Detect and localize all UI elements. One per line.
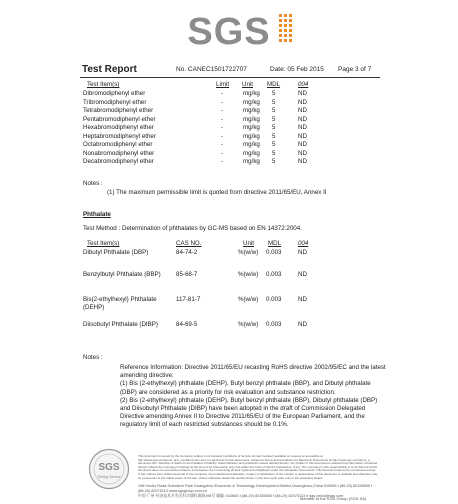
cell-unit: %(w/w) (238, 249, 259, 256)
cell-limit: - (221, 98, 224, 106)
test-method-text: Determination of phthalates by GC-MS based on EN 14372:2004. (122, 225, 302, 232)
cell-unit: mg/kg (243, 98, 260, 106)
cell-limit: - (221, 149, 224, 157)
cell-limit: - (221, 115, 224, 123)
cell-unit: %(w/w) (238, 271, 259, 278)
cell-result: ND (298, 90, 307, 97)
notes-reference (120, 364, 388, 430)
col-unit: Unit (243, 240, 255, 247)
cell-mdl: 5 (272, 158, 276, 165)
cell-item: Nonabromodiphenyl ether (83, 149, 155, 157)
phthalate-heading: Phthalate (83, 211, 111, 218)
cell-mdl: 5 (272, 115, 276, 123)
header-rule (80, 77, 380, 78)
cell-mdl: 5 (272, 132, 276, 140)
sgs-seal-icon (88, 448, 130, 490)
table-row (0, 296, 458, 305)
cell-mdl: 5 (272, 141, 276, 148)
cell-item-continued: (DEHP) (83, 304, 105, 311)
notes-line-2: (1) Bis (2-ethylhexyl) phthalate (DEHP), Butyl benzyl phthalate (BBP), and Dibutyl phthalate (DBP) are considered as a priority for risk evaluation and substance restriction. (120, 380, 371, 396)
cell-item: Heptabromodiphenyl ether (83, 132, 156, 140)
address-en: 198 Kezhu Road,Scientech Park Guangzhou Economic & Technology Development District,Guangzhou,China 510663 t (86-20) 82155555 f (86-20) 82075113 www.sgsgroup.com.cn (138, 484, 373, 493)
cell-unit: mg/kg (243, 90, 260, 97)
cell-limit: - (221, 141, 224, 148)
logo-dots-icon (279, 14, 295, 48)
notes-line-1: Reference Information: Directive 2011/65/EU recasting RoHS directive 2002/95/EC and the latest amending directive: (120, 364, 386, 380)
cell-unit: mg/kg (243, 132, 260, 140)
report-date: Date: 05 Feb 2015 (270, 66, 324, 73)
cell-unit: mg/kg (243, 115, 260, 123)
cell-cas: 85-68-7 (176, 271, 198, 278)
address-cn: 中国·广州·经济技术开发区科学城科珠路198号 邮编: 510663 t (86-20) 82155555 f (86-20) 82075113 e sgs.china@sgs.com (138, 494, 344, 498)
cell-unit: mg/kg (243, 149, 260, 157)
cell-item: Decabromodiphenyl ether (83, 158, 154, 165)
table-row (0, 271, 458, 280)
cell-item: Bis(2-ethylhexyl) Phthalate (83, 296, 157, 303)
col-cas-no: CAS NO. (176, 240, 202, 247)
col-test-items: Test Item(s) (87, 81, 120, 88)
cell-cas: 117-81-7 (176, 296, 201, 303)
footer-disclaimer (138, 455, 378, 481)
cell-result: ND (298, 124, 307, 131)
report-title: Test Report (82, 64, 137, 75)
cell-item: Dibromodiphenyl ether (83, 90, 146, 97)
seal-subtext: Testing Service (97, 475, 121, 479)
table-row (0, 249, 458, 258)
cell-unit: mg/kg (243, 158, 260, 165)
cell-item: Benzylbutyl Phthalate (BBP) (83, 271, 161, 278)
sgs-logo (0, 12, 458, 52)
cell-result: ND (298, 321, 307, 328)
notes-label-2: Notes : (83, 354, 103, 361)
cell-result: ND (298, 141, 307, 148)
cell-item: Dibutyl Phthalate (DBP) (83, 249, 149, 256)
cell-result: ND (298, 115, 307, 123)
cell-item: Tetrabromodiphenyl ether (83, 107, 154, 114)
logo-text: SGS (187, 11, 271, 53)
notes-text: (1) The maximum permissible limit is quoted from directive 2011/65/EU, Annex II (107, 189, 327, 196)
cell-mdl: 5 (272, 149, 276, 157)
cell-mdl: 0.003 (266, 249, 282, 256)
table-row (0, 321, 458, 330)
cell-item: Octabromodiphenyl ether (83, 141, 153, 148)
table-row (0, 158, 458, 167)
col-unit: Unit (242, 81, 254, 88)
cell-cas: 84-69-5 (176, 321, 198, 328)
cell-result: ND (298, 132, 307, 140)
seal-text: SGS (98, 462, 120, 473)
col-mdl: MDL (268, 240, 282, 247)
cell-result: ND (298, 158, 307, 165)
cell-mdl: 0.003 (266, 296, 282, 303)
cell-item: Pentabromodiphenyl ether (83, 115, 156, 123)
notes-label: Notes : (83, 180, 103, 187)
test-method-label: Test Method : (83, 225, 121, 232)
page-number: Page 3 of 7 (338, 66, 372, 73)
cell-limit: - (221, 90, 224, 97)
cell-limit: - (221, 124, 224, 131)
cell-result: ND (298, 107, 307, 114)
cell-mdl: 5 (272, 90, 276, 97)
cell-result: ND (298, 296, 307, 303)
disclaimer-text: This document is issued by the Company subject to its General Conditions of Service printed overleaf, available on request or accessible at http://www.sgs.com/terms_and_conditions.htm and, for electronic format documents, subject to Terms and Conditions for Electronic Documents at http://www.sgs.com/terms_e-document.htm. Attention is drawn to the limitation of liability, indemnification and jurisdiction issues defined therein. Any holder of this document is advised that information contained hereon reflects the Company's findings at the time of its intervention only and within the limits of Client's instructions, if any. The Company's sole responsibility is to its Client and this document does not exonerate parties to a transaction from exercising all their rights and obligations under the transaction documents. This document cannot be reproduced except in full, without prior written approval of the Company. Any unauthorized alteration, forgery or falsification of the content or appearance of this document is unlawful and offenders may be prosecuted to the fullest extent of the law. Unless otherwise stated the results shown in this test report refer only to the sample(s) tested. (138, 455, 378, 480)
cell-limit: - (221, 158, 224, 165)
cell-result: ND (298, 249, 307, 256)
cell-unit: %(w/w) (238, 296, 259, 303)
notes-line-3: (2) Bis (2-ethylhexyl) phthalate (DEHP), Butyl benzyl phthalate (BBP), Dibutyl phthalate (DBP) and Diisobutyl Phthalate (DIBP) have been adopted in the draft of Commission Delegated Directive amending Annex II to Directive 2011/65/EU of the European Parliament, and the regulatory limit of each restricted substances should be 0.1%. (120, 396, 378, 429)
cell-mdl: 5 (272, 98, 276, 106)
report-number: No. CANEC1501722707 (176, 66, 247, 73)
cell-unit: mg/kg (243, 124, 260, 131)
cell-limit: - (221, 107, 224, 114)
cell-mdl: 5 (272, 124, 276, 131)
cell-item: Tribromodiphenyl ether (83, 98, 147, 106)
cell-item: Diisobutyl Phthalate (DIBP) (83, 321, 158, 328)
col-test-items: Test Item(s) (87, 240, 120, 247)
cell-result: ND (298, 149, 307, 157)
cell-mdl: 0.003 (266, 271, 282, 278)
cell-mdl: 0.003 (266, 321, 282, 328)
member-note: Member of the SGS Group (SGS SA) (300, 496, 367, 501)
cell-result: ND (298, 271, 307, 278)
col-sample: 004 (298, 81, 309, 88)
cell-limit: - (221, 132, 224, 140)
cell-cas: 84-74-2 (176, 249, 198, 256)
col-mdl: MDL (267, 81, 281, 88)
col-sample: 004 (298, 240, 309, 247)
cell-unit: mg/kg (243, 141, 260, 148)
cell-item: Hexabromodiphenyl ether (83, 124, 154, 131)
cell-mdl: 5 (272, 107, 276, 114)
col-limit: Limit (216, 81, 230, 88)
cell-unit: mg/kg (243, 107, 260, 114)
cell-result: ND (298, 98, 307, 106)
cell-unit: %(w/w) (238, 321, 259, 328)
